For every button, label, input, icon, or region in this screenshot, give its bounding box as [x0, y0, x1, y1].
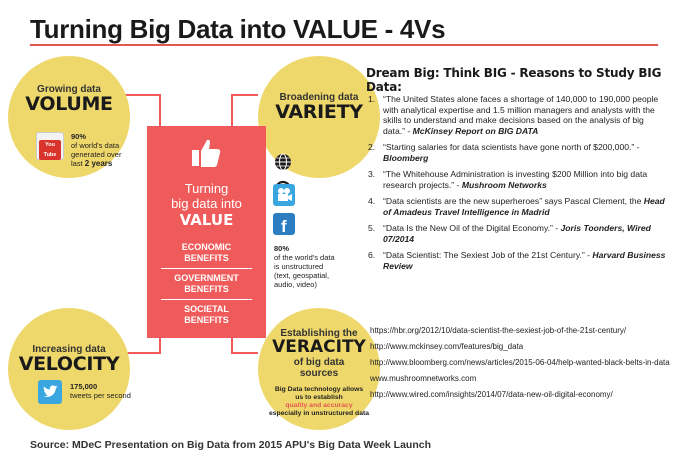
velocity-small-label: Increasing data — [32, 344, 106, 355]
reference-link[interactable]: http://www.bloomberg.com/news/articles/2015-06-04/help-wanted-black-belts-in-data — [370, 358, 670, 367]
benefit-societal-line1: SOCIETAL — [184, 304, 229, 314]
reason-source: McKinsey Report on BIG DATA — [412, 125, 539, 136]
benefit-government — [161, 273, 252, 295]
velocity-title: VELOCITY — [18, 353, 120, 375]
reasons-list — [368, 94, 668, 271]
volume-note-line3a: last — [71, 159, 85, 168]
variety-title: VARIETY — [275, 101, 363, 123]
veracity-small-label1: Establishing the — [280, 328, 358, 339]
velocity-note-line: tweets per second — [70, 391, 131, 400]
globe-icon — [274, 153, 292, 171]
volume-title: VOLUME — [25, 93, 113, 115]
reason-item — [368, 196, 668, 217]
benefit-economic-line1: ECONOMIC — [181, 242, 232, 252]
thumbs-up-icon — [189, 136, 223, 170]
video-camera-icon — [273, 184, 295, 206]
facebook-icon — [273, 213, 295, 235]
volume-note-line2: generated over — [71, 150, 122, 159]
page-title: Turning Big Data into VALUE - 4Vs — [30, 14, 446, 44]
benefit-government-line1: GOVERNMENT — [174, 273, 239, 283]
reference-link[interactable]: http://www.wired.com/insights/2014/07/data-new-oil-digital-economy/ — [370, 390, 613, 399]
reason-number: 5. — [368, 223, 376, 233]
variety-note-line3: (text, geospatial, — [274, 271, 330, 280]
variety-stat: 80% — [274, 244, 290, 253]
veracity-note-line2: us to establish — [295, 394, 343, 401]
reasons-heading: Dream Big: Think BIG - Reasons to Study BIG Data: — [366, 66, 662, 94]
benefit-economic — [161, 242, 252, 264]
benefit-divider — [161, 299, 252, 300]
volume-note-line1: of world's data — [71, 141, 120, 150]
volume-note-line3 — [71, 159, 121, 168]
veracity-note-line1: Big Data technology allows — [274, 386, 364, 393]
reason-text: “Starting salaries for data scientists have gone north of $200,000.” - — [383, 142, 640, 152]
volume-small-label: Growing data — [37, 84, 101, 95]
reason-source: Joris Toonders, Wired 07/2014 — [383, 223, 651, 244]
benefit-societal — [161, 304, 252, 326]
reference-link[interactable]: www.mushroomnetworks.com — [370, 374, 477, 383]
veracity-small-label3: sources — [299, 367, 339, 379]
reason-source: Head of Amadeus Travel Intelligence in Madrid — [383, 196, 665, 217]
variety-small-label: Broadening data — [279, 92, 359, 103]
veracity-title: VERACITY — [272, 337, 366, 357]
reason-source: Harvard Business Review — [383, 250, 666, 271]
reason-text: “Data Scientist: The Sexiest Job of the 21st Century.” - — [383, 250, 593, 260]
youtube-logo-text: You Tube — [39, 140, 61, 160]
reason-item — [368, 169, 668, 190]
connector-variety — [232, 95, 258, 126]
connector-veracity — [232, 338, 258, 353]
reason-text: “Data Is the New Oil of the Digital Economy.” - — [383, 223, 561, 233]
turning-text — [147, 181, 266, 211]
veracity-small-label2: of big data — [293, 356, 345, 368]
reason-text: “Data scientists are the new superheroes” says Pascal Clement, the — [383, 196, 644, 206]
reason-number: 1. — [368, 94, 376, 104]
turning-line2: big data into — [171, 196, 242, 211]
volume-stat: 90% — [71, 132, 87, 141]
reason-item — [368, 223, 668, 244]
reason-source: Mushroom Networks — [461, 179, 547, 190]
variety-note-line4: audio, video) — [274, 280, 317, 289]
veracity-note — [262, 386, 376, 418]
reason-item — [368, 94, 668, 136]
source-caption: Source: MDeC Presentation on Big Data from 2015 APU's Big Data Week Launch — [30, 439, 432, 451]
turning-line1: Turning — [184, 181, 229, 196]
velocity-stat: 175,000 — [70, 382, 98, 391]
benefit-government-line2: BENEFITS — [184, 284, 229, 294]
variety-note-line1: of the world's data — [274, 253, 335, 262]
reference-links — [370, 326, 670, 400]
reason-item — [368, 250, 668, 271]
value-label: VALUE — [179, 211, 234, 229]
svg-text:f: f — [281, 217, 287, 235]
twitter-icon — [38, 380, 62, 404]
velocity-note — [70, 382, 131, 400]
volume-note-line3b: 2 years — [84, 159, 113, 168]
youtube-icon — [36, 132, 64, 160]
benefit-divider — [161, 268, 252, 269]
variety-note-line2: is unstructured — [274, 262, 324, 271]
velocity-circle — [8, 308, 130, 430]
reference-link[interactable]: https://hbr.org/2012/10/data-scientist-the-sexiest-job-of-the-21st-century/ — [370, 326, 627, 335]
reason-text: “The Whitehouse Administration is investing $200 Million into big data research projects.” - — [383, 169, 648, 190]
reason-number: 4. — [368, 196, 376, 206]
value-box — [147, 126, 266, 338]
reason-item — [368, 142, 668, 163]
reference-link[interactable]: http://www.mckinsey.com/features/big_data — [370, 342, 524, 351]
reason-number: 2. — [368, 142, 376, 152]
veracity-note-line3: quality and accuracy — [285, 402, 353, 409]
reason-source: Bloomberg — [383, 152, 429, 163]
benefit-economic-line2: BENEFITS — [184, 253, 229, 263]
benefit-societal-line2: BENEFITS — [184, 315, 229, 325]
reason-number: 6. — [368, 250, 376, 260]
veracity-note-line4: especially in unstructured data — [268, 410, 370, 417]
volume-note — [71, 132, 121, 168]
variety-note — [274, 244, 335, 289]
reason-text: “The United States alone faces a shortage of 140,000 to 190,000 people with analytical expertise and 1.5 million managers and analysts with the skills to understand and make decisions based on the analysis of big data.” - — [383, 94, 659, 136]
reason-number: 3. — [368, 169, 376, 179]
